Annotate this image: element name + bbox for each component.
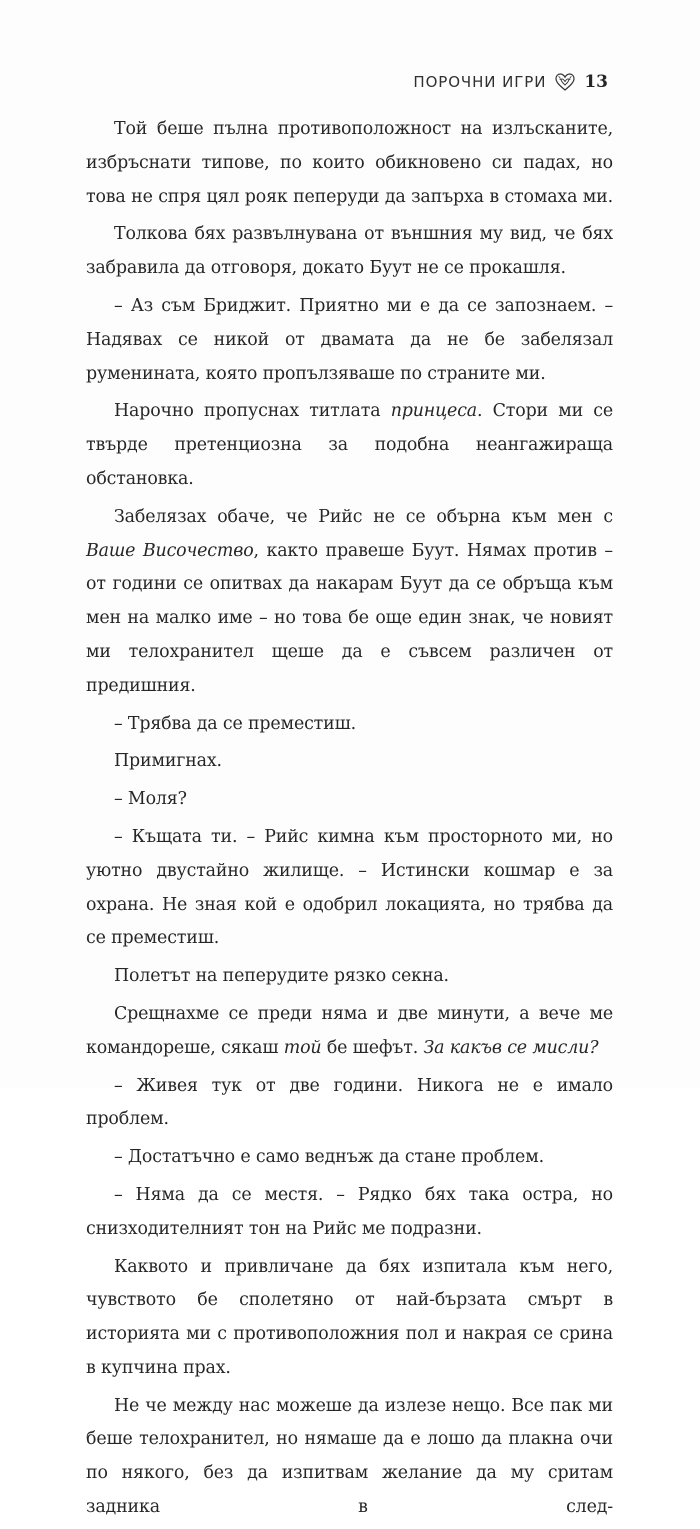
italic-run: За какъв се мисли? [423, 1037, 599, 1058]
text-run: , както правеше Буут. Нямах против – от години се опитвах да накарам Буут да се обръща към мен на малко име – но това бе още един знак, че новият ми телохранител щеше да е съвсем различен от предишния. [86, 540, 613, 696]
text-run: – Достатъчно е само веднъж да стане проблем. [114, 1147, 544, 1168]
paragraph [86, 1179, 613, 1247]
text-run: – Моля? [114, 789, 187, 810]
text-run: Примигнах. [114, 751, 222, 772]
paragraph [86, 783, 613, 817]
text-run: Полетът на пеперудите рязко секна. [114, 966, 449, 987]
text-run: – Живея тук от две години. Никога не е имало проблем. [86, 1075, 613, 1130]
text-run: – Трябва да се преместиш. [114, 713, 356, 734]
text-run: Толкова бях развълнувана от външния му вид, че бях забравила да отговоря, докато Буут не се прокашля. [86, 224, 613, 279]
italic-run: той [283, 1037, 322, 1058]
page-number: 13 [584, 72, 608, 92]
italic-run: Ваше Височество [86, 540, 254, 561]
paragraph [86, 1390, 613, 1525]
italic-run: принцеса [390, 401, 478, 422]
text-run: Нарочно пропуснах титлата [114, 401, 391, 422]
paragraph [86, 960, 613, 994]
text-run: Той беше пълна противоположност на излъсканите, избръснати типове, по които обикновено си падах, но това не спря цял рояк пеперуди да запърха в стомаха ми. [86, 119, 613, 207]
paragraph [86, 1070, 613, 1138]
paragraph [86, 745, 613, 779]
paragraph [86, 998, 613, 1066]
paragraph [86, 821, 613, 956]
paragraph [86, 218, 613, 286]
running-header [413, 72, 608, 92]
text-run: бе шефът. [321, 1037, 424, 1058]
paragraph [86, 395, 613, 496]
paragraph [86, 501, 613, 704]
text-run: – Аз съм Бриджит. Приятно ми е да се запознаем. – Надявах се никой от двамата да не бе забелязал руменината, която пропълзяваше по страните ми. [86, 295, 613, 384]
text-run: Каквото и привличане да бях изпитала към него, чувството бе сполетяно от най-бързата смърт в историята ми с противоположния пол и накрая се срина в купчина прах. [86, 1256, 613, 1378]
paragraph [86, 113, 613, 214]
heart-flourish-icon [554, 72, 576, 92]
text-run: Срещнахме се преди няма и две минути, а вече ме командореше, сякаш [86, 1003, 613, 1058]
paragraph [86, 1141, 613, 1175]
paragraph [86, 708, 613, 742]
text-run: – Къщата ти. – Рийс кимна към просторното ми, но уютно двустайно жилище. – Истински кошмар е за охрана. Не зная кой е одобрил локацията, но трябва да се преместиш. [86, 826, 613, 949]
text-run: Не че между нас можеше да излезе нещо. Все пак ми беше телохранител, но нямаше да е лошо да плакна очи по някого, без да изпитвам желание да му сритам задника в след- [86, 1395, 613, 1518]
text-run: Забелязах обаче, че Рийс не се обърна към мен с [114, 506, 613, 527]
paragraph [86, 1251, 613, 1386]
text-run: . Стори ми се твърде претенциозна за подобна неангажираща обстановка. [86, 401, 613, 489]
paragraph [86, 290, 613, 391]
text-run: – Няма да се местя. – Рядко бях така остра, но снизходителният тон на Рийс ме подразни. [86, 1184, 613, 1239]
book-title: ПОРОЧНИ ИГРИ [413, 73, 547, 91]
body-text [86, 113, 613, 1529]
